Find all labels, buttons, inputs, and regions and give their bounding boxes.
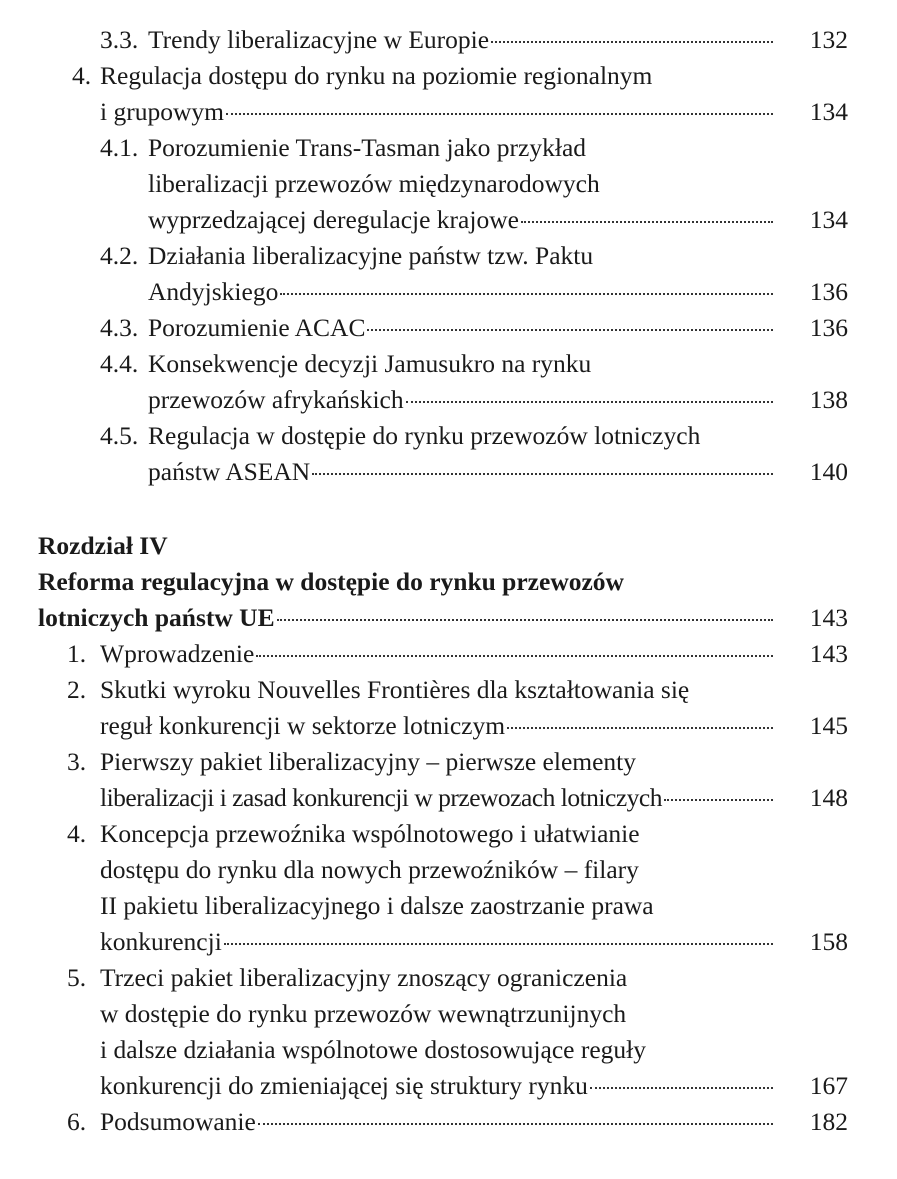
toc-entry (0, 672, 897, 744)
toc-entry (0, 744, 897, 816)
toc-entry (0, 960, 897, 1104)
toc-entry (0, 346, 897, 418)
entry-title: Konsekwencje decyzji Jamusukro na rynku (148, 349, 592, 378)
chapter-title-cont: lotniczych państw UE (38, 603, 275, 632)
page-number: 167 (809, 1071, 848, 1100)
page-number: 158 (809, 927, 848, 956)
toc-entry (0, 58, 897, 130)
entry-title: Regulacja dostępu do rynku na poziomie regionalnym (100, 61, 653, 90)
entry-number: 4.3. (100, 313, 139, 342)
entry-title: Trzeci pakiet liberalizacyjny znoszący ograniczenia (100, 963, 628, 992)
dot-leader (664, 799, 773, 801)
toc-entry (0, 636, 897, 672)
entry-title: Podsumowanie (100, 1107, 256, 1136)
dot-leader (521, 221, 773, 223)
page-number: 182 (809, 1107, 848, 1136)
toc-entry (0, 22, 897, 58)
entry-title-cont: liberalizacji i zasad konkurencji w przewozach lotniczych (100, 783, 662, 812)
dot-leader (312, 473, 773, 475)
entry-title-cont: wyprzedzającej deregulacje krajowe (148, 205, 519, 234)
entry-title-cont: dostępu do rynku dla nowych przewoźników – filary (100, 855, 639, 884)
entry-title-cont: konkurencji (100, 927, 222, 956)
entry-title-cont: Andyjskiego (148, 277, 279, 306)
chapter-heading (0, 564, 897, 636)
entry-number: 4.4. (100, 349, 139, 378)
page-number: 140 (809, 457, 848, 486)
dot-leader (367, 329, 773, 331)
dot-leader (406, 401, 773, 403)
entry-title: Koncepcja przewoźnika wspólnotowego i ułatwianie (100, 819, 640, 848)
page-number: 145 (809, 711, 848, 740)
entry-title-cont: i grupowym (100, 97, 224, 126)
entry-title: Pierwszy pakiet liberalizacyjny – pierwsze elementy (100, 747, 636, 776)
page-number: 138 (809, 385, 848, 414)
page-number: 143 (809, 639, 848, 668)
dot-leader (224, 943, 773, 945)
dot-leader (280, 293, 773, 295)
dot-leader (226, 113, 773, 115)
entry-title-cont: państw ASEAN (148, 457, 311, 486)
entry-title-cont: liberalizacji przewozów międzynarodowych (148, 169, 600, 198)
toc-entry (0, 310, 897, 346)
toc-entry (0, 238, 897, 310)
page-number: 143 (809, 603, 848, 632)
dot-leader (491, 41, 773, 43)
entry-number: 4.2. (100, 241, 139, 270)
dot-leader (507, 727, 773, 729)
entry-title-cont: konkurencji do zmieniającej się struktury rynku (100, 1071, 588, 1100)
dot-leader (256, 655, 773, 657)
toc-entry (0, 130, 897, 238)
dot-leader (258, 1123, 773, 1125)
entry-number: 1. (67, 639, 87, 668)
entry-number: 3.3. (100, 25, 139, 54)
entry-title-cont: II pakietu liberalizacyjnego i dalsze zaostrzanie prawa (100, 891, 654, 920)
entry-title: Porozumienie ACAC (148, 313, 366, 342)
entry-title-cont: reguł konkurencji w sektorze lotniczym (100, 711, 506, 740)
entry-number: 4. (72, 61, 92, 90)
entry-title: Porozumienie Trans-Tasman jako przykład (148, 133, 587, 162)
entry-number: 6. (67, 1107, 87, 1136)
entry-title: Regulacja w dostępie do rynku przewozów lotniczych (148, 421, 701, 450)
dot-leader (590, 1087, 773, 1089)
page-number: 134 (809, 205, 848, 234)
chapter-title: Reforma regulacyjna w dostępie do rynku przewozów (38, 567, 624, 596)
entry-number: 4. (67, 819, 87, 848)
entry-title-cont: przewozów afrykańskich (148, 385, 404, 414)
page-number: 136 (809, 277, 848, 306)
entry-title-cont: w dostępie do rynku przewozów wewnątrzunijnych (100, 999, 627, 1028)
page-number: 134 (809, 97, 848, 126)
toc-entry (0, 816, 897, 960)
entry-number: 3. (67, 747, 87, 776)
entry-number: 4.5. (100, 421, 139, 450)
entry-title-cont: i dalsze działania wspólnotowe dostosowujące reguły (100, 1035, 646, 1064)
chapter-label: Rozdział IV (38, 531, 168, 560)
page-number: 132 (809, 25, 848, 54)
toc-entry (0, 418, 897, 490)
page-number: 136 (809, 313, 848, 342)
entry-title: Trendy liberalizacyjne w Europie (148, 25, 490, 54)
toc-entry (0, 1104, 897, 1140)
entry-title: Działania liberalizacyjne państw tzw. Paktu (148, 241, 594, 270)
entry-title: Wprowadzenie (100, 639, 255, 668)
entry-number: 5. (67, 963, 87, 992)
entry-number: 2. (67, 675, 87, 704)
entry-number: 4.1. (100, 133, 139, 162)
entry-title: Skutki wyroku Nouvelles Frontières dla kształtowania się (100, 675, 690, 704)
page-number: 148 (809, 783, 848, 812)
dot-leader (277, 619, 773, 621)
